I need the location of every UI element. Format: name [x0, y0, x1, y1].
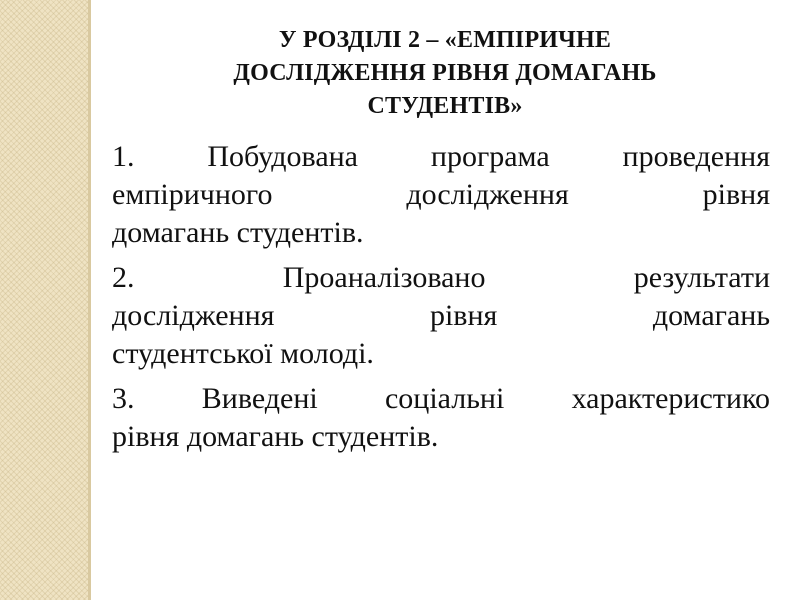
- list-item-2: [112, 259, 770, 373]
- slide-body: [112, 138, 770, 463]
- slide-title-line-1: У РОЗДІЛІ 2 – «ЕМПІРИЧНЕ: [278, 27, 612, 53]
- list-item-2-line-3: студентської молоді.: [112, 337, 374, 370]
- list-item-1-line-1: 1. Побудована програма проведення: [112, 140, 770, 173]
- list-item-1: [112, 138, 770, 252]
- side-divider: [88, 0, 91, 600]
- list-item-3-line-2: рівня домагань студентів.: [112, 420, 439, 453]
- decorative-side-stripe: [0, 0, 90, 600]
- list-item-3-line-1: 3. Виведені соціальні характеристико: [112, 382, 770, 415]
- slide-title-line-2: ДОСЛІДЖЕННЯ РІВНЯ ДОМАГАНЬ: [233, 60, 657, 86]
- list-item-3: [112, 380, 770, 456]
- slide-title-line-3: СТУДЕНТІВ»: [367, 93, 523, 119]
- list-item-1-line-3: домагань студентів.: [112, 216, 364, 249]
- list-item-2-line-2: дослідження рівня домагань: [112, 299, 770, 332]
- list-item-2-line-1: 2. Проаналізовано результати: [112, 261, 770, 294]
- slide-title: [120, 24, 770, 123]
- list-item-1-line-2: емпіричного дослідження рівня: [112, 178, 770, 211]
